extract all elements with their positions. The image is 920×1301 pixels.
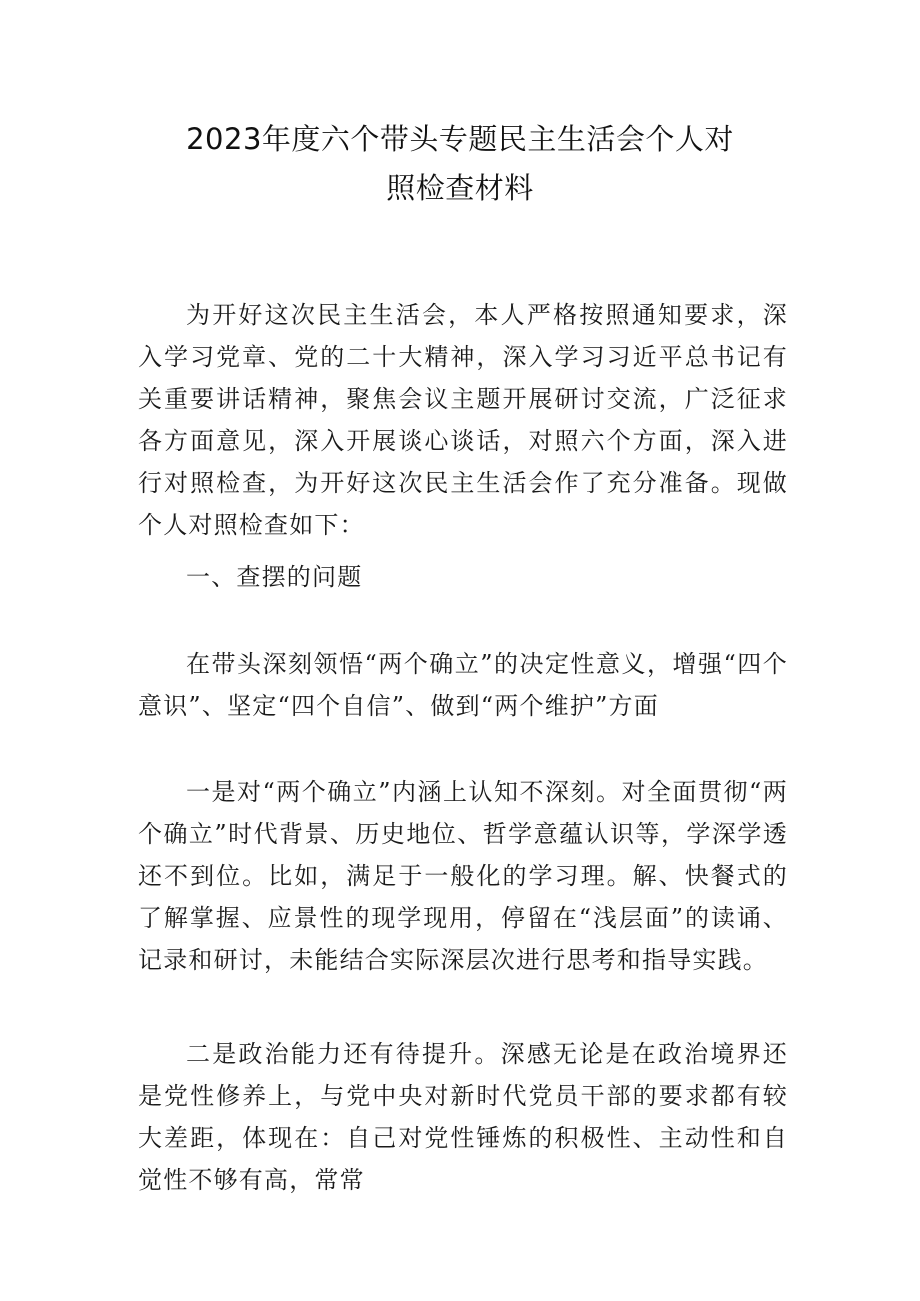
subsection-heading: 在带头深刻领悟“两个确立”的决定性意义，增强“四个意识”、坚定“四个自信”、做到“两个维护”方面 bbox=[138, 650, 788, 720]
document-title-line-1: 2023年度六个带头专题民主生活会个人对 bbox=[186, 122, 734, 156]
point-two-paragraph: 二是政治能力还有待提升。深感无论是在政治境界还是党性修养上，与党中央对新时代党员干部的要求都有较大差距，体现在：自己对党性锤炼的积极性、主动性和自觉性不够有高，常常 bbox=[138, 1040, 788, 1194]
document-title-line-2: 照检查材料 bbox=[386, 171, 534, 205]
point-one-paragraph: 一是对“两个确立”内涵上认知不深刻。对全面贯彻“两个确立”时代背景、历史地位、哲学意蕴认识等，学深学透还不到位。比如，满足于一般化的学习理。解、快餐式的了解掌握、应景性的现学现用，停留在“浅层面”的读诵、记录和研讨，未能结合实际深层次进行思考和指导实践。 bbox=[138, 778, 788, 974]
intro-paragraph: 为开好这次民主生活会，本人严格按照通知要求，深入学习党章、党的二十大精神，深入学习习近平总书记有关重要讲话精神，聚焦会议主题开展研讨交流，广泛征求各方面意见，深入开展谈心谈话，对照六个方面，深入进行对照检查，为开好这次民主生活会作了充分准备。现做个人对照检查如下： bbox=[138, 301, 788, 539]
section-heading: 一、查摆的问题 bbox=[186, 563, 363, 591]
